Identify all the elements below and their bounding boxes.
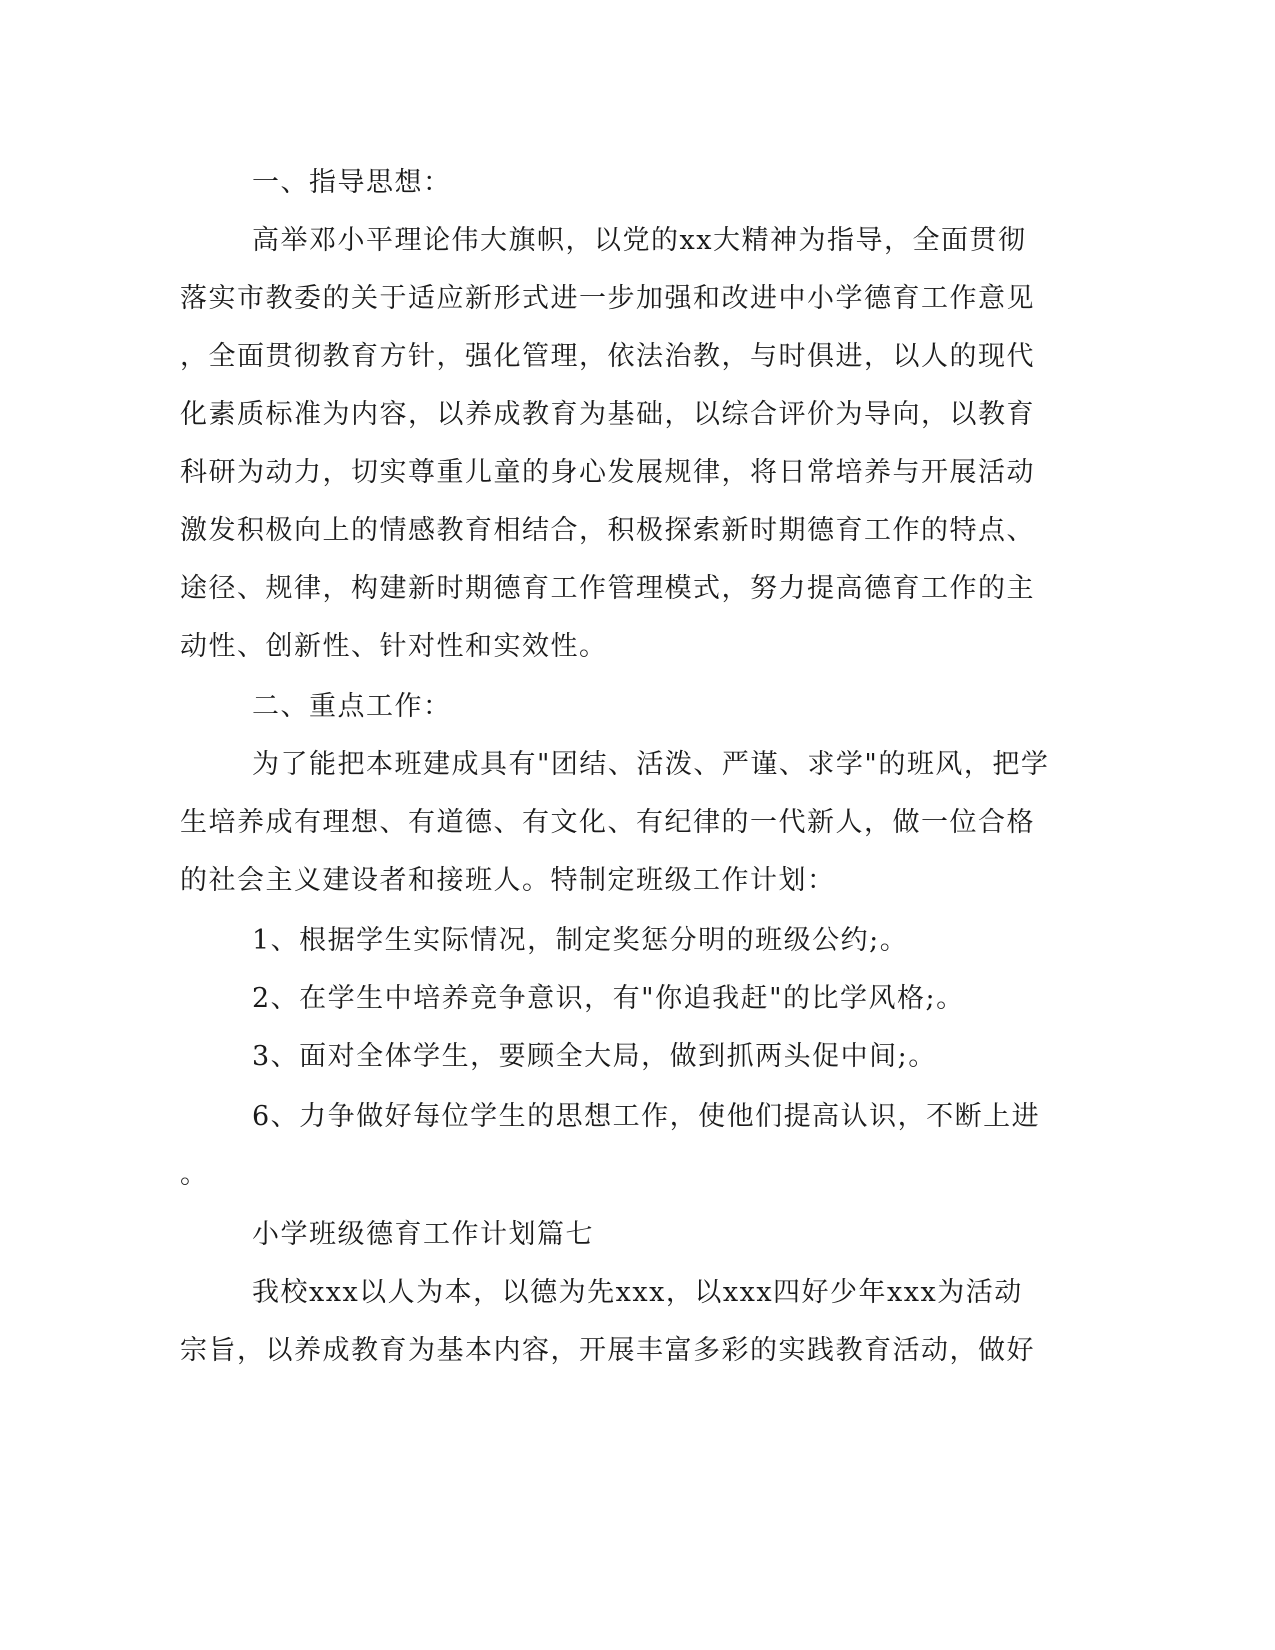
- section-heading-guiding-ideology: 一、指导思想：: [252, 167, 452, 198]
- paragraph-line: 高举邓小平理论伟大旗帜，以党的xx大精神为指导，全面贯彻: [252, 225, 1027, 256]
- paragraph-line: 我校xxx以人为本，以德为先xxx，以xxx四好少年xxx为活动: [252, 1277, 1023, 1308]
- paragraph-line: 。: [180, 1159, 209, 1190]
- paragraph-line: 途径、规律，构建新时期德育工作管理模式，努力提高德育工作的主: [180, 573, 1035, 604]
- paragraph-line: 生培养成有理想、有道德、有文化、有纪律的一代新人，做一位合格: [180, 807, 1035, 838]
- paragraph-line: 动性、创新性、针对性和实效性。: [180, 631, 608, 662]
- list-item: 6、力争做好每位学生的思想工作，使他们提高认识，不断上进: [252, 1101, 1041, 1132]
- paragraph-line: 科研为动力，切实尊重儿童的身心发展规律，将日常培养与开展活动: [180, 457, 1035, 488]
- list-item: 1、根据学生实际情况，制定奖惩分明的班级公约;。: [252, 925, 909, 956]
- paragraph-line: 宗旨，以养成教育为基本内容，开展丰富多彩的实践教育活动，做好: [180, 1335, 1035, 1366]
- paragraph-line: 化素质标准为内容，以养成教育为基础，以综合评价为导向，以教育: [180, 399, 1035, 430]
- list-item: 3、面对全体学生，要顾全大局，做到抓两头促中间;。: [252, 1041, 937, 1072]
- paragraph-line: 落实市教委的关于适应新形式进一步加强和改进中小学德育工作意见: [180, 283, 1035, 314]
- paragraph-line: 的社会主义建设者和接班人。特制定班级工作计划：: [180, 865, 836, 896]
- paragraph-line: 为了能把本班建成具有"团结、活泼、严谨、求学"的班风，把学: [252, 749, 1050, 780]
- section-title: 小学班级德育工作计划篇七: [252, 1219, 594, 1250]
- list-item: 2、在学生中培养竞争意识，有"你追我赶"的比学风格;。: [252, 983, 965, 1014]
- paragraph-line: 激发积极向上的情感教育相结合，积极探索新时期德育工作的特点、: [180, 515, 1035, 546]
- paragraph-line: ，全面贯彻教育方针，强化管理，依法治教，与时俱进，以人的现代: [180, 341, 1035, 372]
- section-heading-key-work: 二、重点工作：: [252, 691, 452, 722]
